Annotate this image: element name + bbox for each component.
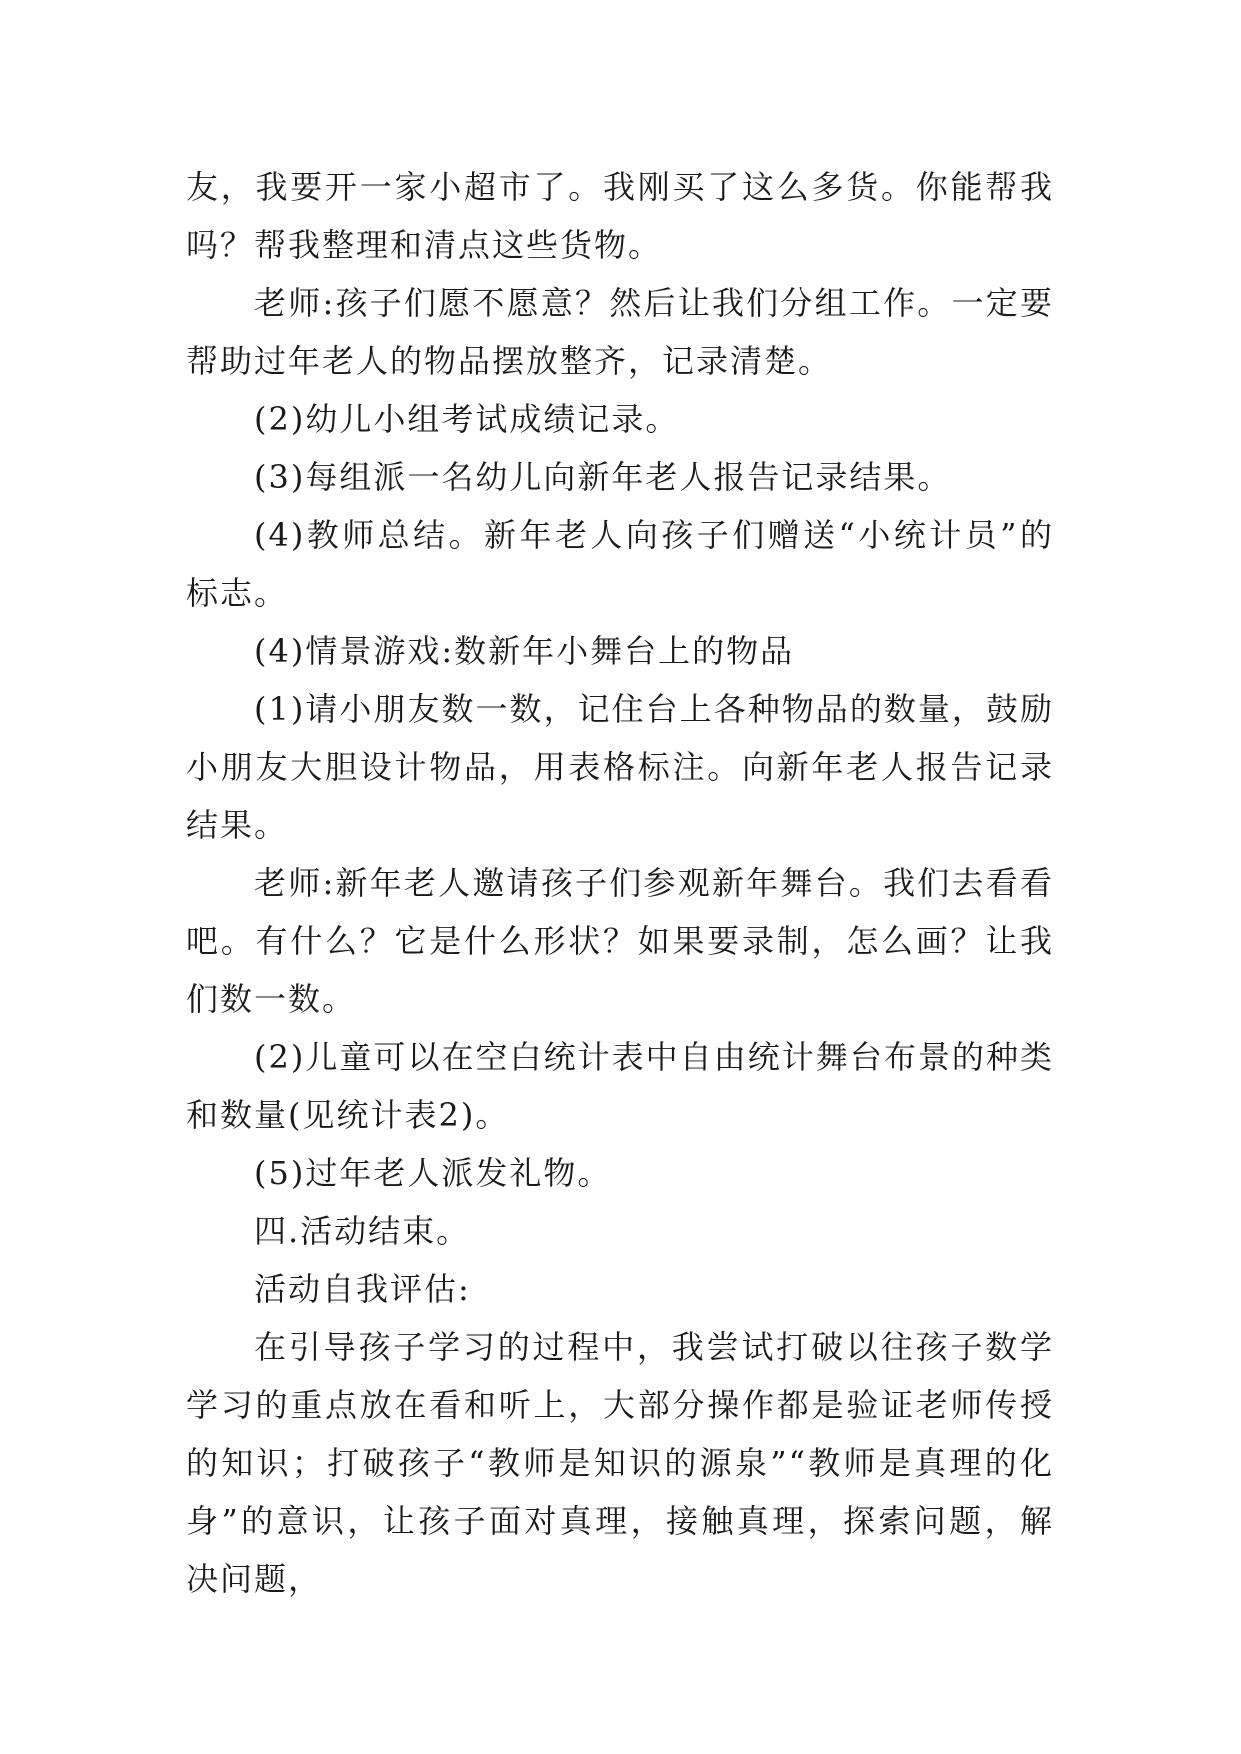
paragraph-step-2: (2)幼儿小组考试成绩记录。 (254, 400, 680, 438)
paragraph-game-step-2: (2)儿童可以在空白统计表中自由统计舞台布景的种类和数量(见统计表2)。 (186, 1038, 1054, 1134)
paragraph-step-4: (4)教师总结。新年老人向孩子们赠送“小统计员”的标志。 (186, 516, 1054, 612)
paragraph-teacher-stage: 老师:新年老人邀请孩子们参观新年舞台。我们去看看吧。有什么？它是什么形状？如果要录制，怎么画？让我们数一数。 (186, 864, 1054, 1018)
paragraph-self-eval-heading: 活动自我评估: (254, 1270, 471, 1308)
paragraph-step-3: (3)每组派一名幼儿向新年老人报告记录结果。 (254, 458, 952, 496)
paragraph-step-5: (5)过年老人派发礼物。 (254, 1154, 612, 1192)
paragraph-section-end: 四.活动结束。 (254, 1212, 471, 1250)
document-page (186, 158, 1054, 1608)
paragraph-self-eval-body: 在引导孩子学习的过程中，我尝试打破以往孩子数学学习的重点放在看和听上，大部分操作都是验证老师传授的知识；打破孩子“教师是知识的源泉”“教师是真理的化身”的意识，让孩子面对真理，接触真理，探索问题，解决问题， (186, 1328, 1054, 1598)
paragraph-game-step-1: (1)请小朋友数一数，记住台上各种物品的数量，鼓励小朋友大胆设计物品，用表格标注。向新年老人报告记录结果。 (186, 690, 1054, 844)
paragraph-continuation: 友，我要开一家小超市了。我刚买了这么多货。你能帮我吗？帮我整理和清点这些货物。 (186, 168, 1054, 264)
paragraph-game-heading: (4)情景游戏:数新年小舞台上的物品 (254, 632, 795, 670)
paragraph-teacher-intro: 老师:孩子们愿不愿意？然后让我们分组工作。一定要帮助过年老人的物品摆放整齐，记录清楚。 (186, 284, 1054, 380)
